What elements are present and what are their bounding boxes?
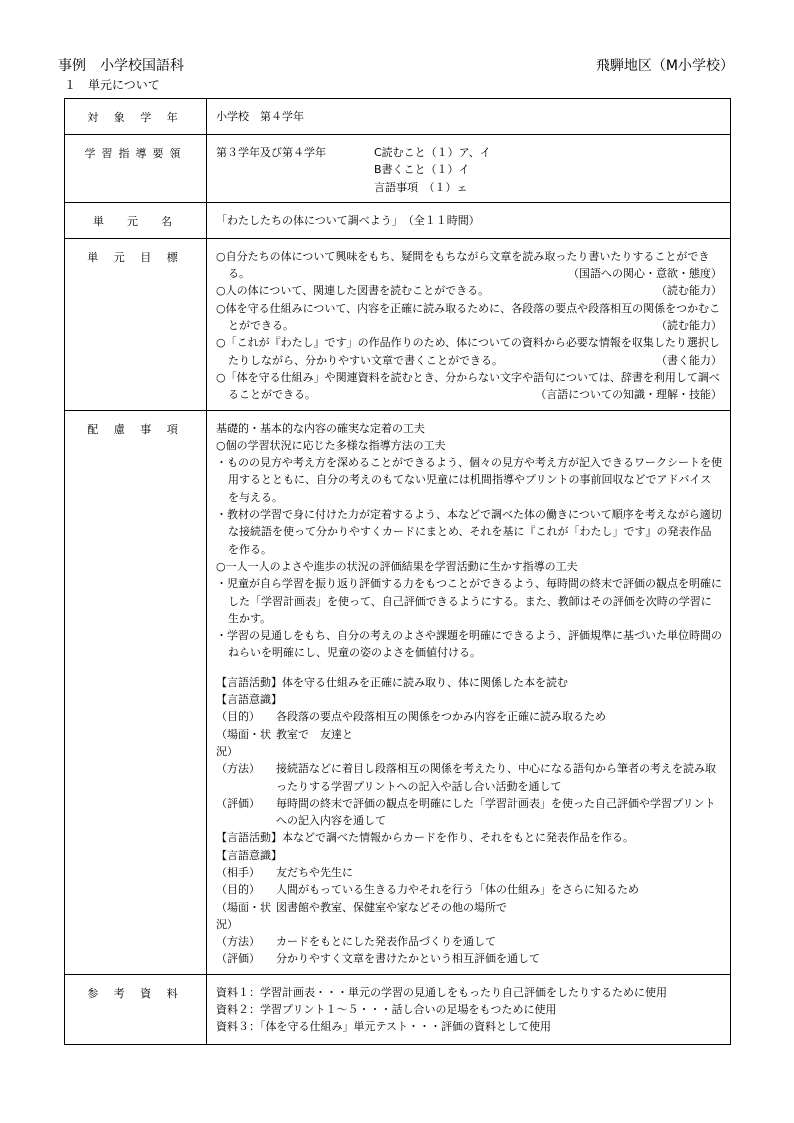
row-references — [65, 974, 731, 1044]
goal-item: ○体を守る仕組みについて、内容を正確に読み取るために、各段落の要点や段落相互の関係をつかむことができる。 （読む能力） — [216, 301, 722, 333]
row-target-grade — [65, 99, 731, 135]
reference-item: 資料２：学習プリント１～５・・・話し合いの足場をもつために使用 — [216, 1003, 557, 1017]
label-unit-name: 単 元 名 — [93, 214, 178, 228]
activity-item: （方法） 接続語などに着目し段落相互の関係を考えたり、中心になる語句から筆者の考えを読み取ったりする学習プリントへの記入や話し合い活動を通して — [216, 762, 716, 793]
label-target-grade: 対 象 学 年 — [87, 111, 184, 124]
activity-item: （評価） 毎時間の終末で評価の観点を明確にした「学習計画表」を使った自己評価や学習プリントへの記入内容を通して — [216, 796, 716, 828]
row-unit-name — [65, 202, 731, 238]
label-goals: 単 元 目 標 — [87, 250, 184, 264]
consideration-line: ・児童が自ら学習を振り返り評価する力をもつことができるよう、毎時間の終末で評価の観点を明確にした「学習計画表」を使って、自己評価できるようにする。また、教師はその評価を次時の学習に生かす。 — [216, 577, 722, 625]
activity-item: （場面・状況） 教室で 友達と — [216, 727, 353, 758]
goal-item: ○「体を守る仕組み」や関連資料を読むとき、分からない文字や語句については、辞書を利用して調べることができる。 （言語についての知識・理解・技能） — [216, 370, 722, 402]
guideline-grid — [216, 144, 722, 196]
target-grade-value: 小学校 第４学年 — [207, 99, 731, 135]
activity-item: （相手） 友だちや先生に — [216, 865, 353, 879]
reference-item: 資料１：学習計画表・・・単元の学習の見通しをもったり自己評価をしたりするために使用 — [216, 985, 667, 999]
label-references: 参 考 資 料 — [87, 986, 184, 1000]
consideration-line: ・学習の見通しをもち、自分の考えのよさや課題を明確にできるよう、評価規準に基づいた単位時間のねらいを明確にし、児童の姿のよさを価値付ける。 — [216, 629, 722, 660]
consideration-line: ○一人一人のよさや進歩の状況の評価結果を学習活動に生かす指導の工夫 — [216, 559, 578, 573]
row-guideline — [65, 135, 731, 203]
guideline-item: 言語事項 （１）ェ — [374, 180, 468, 194]
guideline-item: C読むこと（１）ア、イ — [374, 146, 491, 159]
activity-item: （評価） 分かりやすく文章を書けたかという相互評価を通して — [216, 952, 540, 966]
consideration-line: ・ものの見方や考え方を深めることができるよう、個々の見方や考え方が記入できるワークシートを使用するとともに、自分の考えのもてない児童には机間指導やプリントの事前回収などでアドバイスを与える。 — [216, 456, 722, 504]
section-heading: １ 単元について — [64, 78, 160, 92]
guideline-grade: 第３学年及び第４学年 — [216, 146, 326, 159]
activity-item: （目的） 各段落の要点や段落相互の関係をつかみ内容を正確に読み取るため — [216, 710, 606, 724]
activity-item: （目的） 人間がもっている生きる力やそれを行う「体の仕組み」をさらに知るため — [216, 883, 639, 897]
goal-item: ○人の体について、関連した図書を読むことができる。 （読む能力） — [216, 284, 722, 298]
consideration-line: ○個の学習状況に応じた多様な指導方法の工夫 — [216, 438, 446, 452]
awareness-heading: 【言語意識】 — [216, 693, 282, 707]
activity-item: （場面・状況） 図書館や教室、保健室や家などその他の場所で — [216, 900, 507, 931]
activity-title: 【言語活動】本などで調べた情報からカードを作り、それをもとに発表作品を作る。 — [216, 831, 634, 845]
row-goals — [65, 238, 731, 410]
activity-item: （方法） カードをもとにした発表作品づくりを通して — [216, 935, 496, 949]
goal-item: ○「これが『わたし』です」の作品作りのため、体についての資料から必要な情報を収集したり選択したりしながら、分かりやすい文章で書くことができる。 （書く能力） — [216, 336, 722, 367]
row-considerations — [65, 410, 731, 974]
label-considerations: 配 慮 事 項 — [87, 422, 184, 436]
unit-name-value: 「わたしたちの体について調べよう」 （全１１時間） — [207, 202, 731, 238]
awareness-heading: 【言語意識】 — [216, 848, 282, 862]
activity-title: 【言語活動】体を守る仕組みを正確に読み取り、体に関係した本を読む — [216, 675, 568, 689]
guideline-item: B書くこと（１）イ — [374, 163, 470, 177]
label-guideline: 学習指導要領 — [84, 147, 187, 160]
consideration-line: 基礎的・基本的な内容の確実な定着の工夫 — [216, 421, 425, 435]
consideration-line: ・教材の学習で身に付けた力が定着するよう、本などで調べた体の働きについて順序を考えながら適切な接続語を使って分かりやすくカードにまとめ、それを基に『これが「わたし」です』の発表作品を作る。 — [216, 508, 722, 556]
reference-item: 資料３：「体を守る仕組み」単元テスト・・・評価の資料として使用 — [216, 1020, 552, 1034]
case-title: 事例 小学校国語科 — [58, 58, 184, 74]
goal-item: ○自分たちの体について興味をもち、疑問をもちながら文章を読み取ったり書いたりすることができる。 （国語への関心・意欲・態度） — [216, 249, 722, 281]
unit-table — [64, 98, 731, 1045]
district-label: 飛騨地区（M小学校） — [595, 58, 734, 74]
